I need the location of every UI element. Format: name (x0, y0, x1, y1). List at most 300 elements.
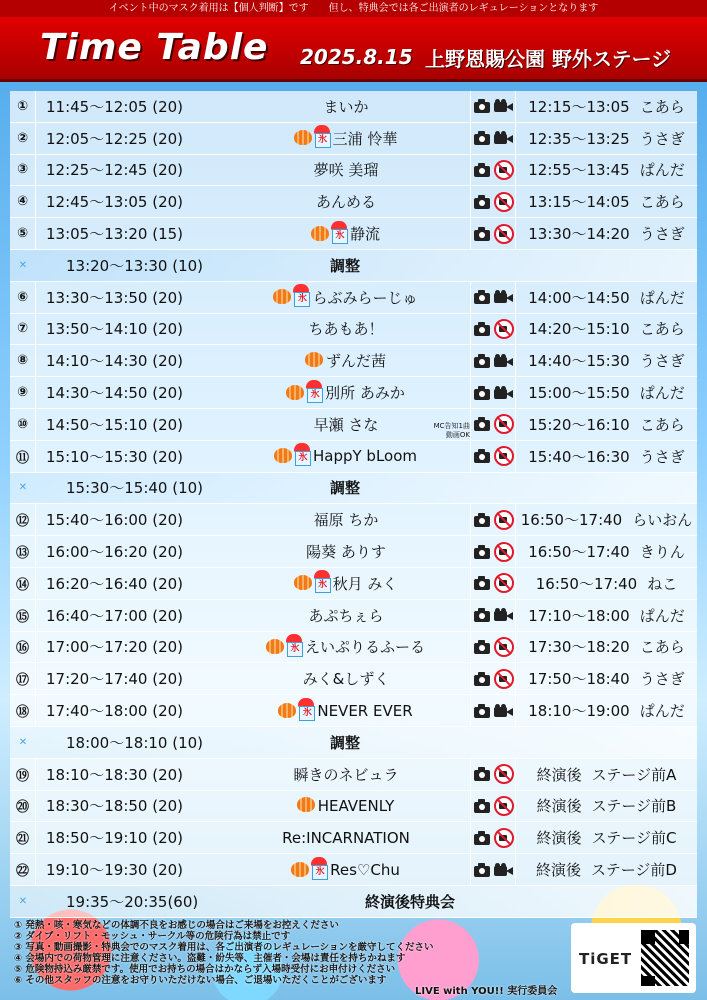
table-row (10, 377, 697, 409)
table-row (10, 791, 697, 823)
row-note (414, 600, 470, 631)
performance-time: 11:45～12:05 (20) (46, 97, 184, 116)
meet-location: うさぎ (639, 225, 685, 244)
camera-icon (473, 227, 491, 241)
performer-name: Re:INCARNATION (282, 828, 410, 847)
footer-note: ① 発熱・咳・寒気などの体調不良をお感じの場合はご来場をお控えください (14, 920, 339, 931)
performer-name: ずんだ茜 (325, 352, 386, 371)
meet-greet (516, 600, 697, 631)
meet-location: うさぎ (639, 670, 685, 689)
camera-permissions (470, 409, 516, 440)
camera-permissions (470, 123, 516, 154)
performer-badges (273, 443, 311, 469)
row-number: ③ (10, 155, 36, 186)
kakigori-icon (313, 570, 331, 592)
row-note (414, 854, 470, 885)
performer-name: 三浦 怜華 (332, 129, 398, 148)
meet-greet (516, 282, 697, 313)
meet-location: ねこ (647, 574, 678, 593)
performer-name: 早瀬 さな (313, 415, 379, 434)
camera-permissions (470, 504, 516, 535)
camera-icon (473, 163, 491, 177)
break-time: 18:00～18:10 (10) (66, 733, 204, 752)
meet-time: 16:50～17:40 (535, 574, 638, 593)
performance-time: 18:30～18:50 (20) (46, 797, 184, 816)
row-note (414, 314, 470, 345)
camera-icon (473, 545, 491, 559)
meet-time: 15:00～15:50 (528, 384, 630, 403)
performer-name: あんめる (315, 193, 376, 212)
meet-greet (516, 186, 697, 217)
shell-ice-icon (277, 700, 297, 720)
performance-time: 18:10～18:30 (20) (46, 765, 184, 784)
meet-time: 終演後 (536, 829, 582, 848)
kakigori-icon (297, 698, 315, 720)
shell-ice-icon (285, 382, 305, 402)
performer-badges (296, 794, 316, 818)
camera-icon (473, 354, 491, 368)
meet-location: こあら (639, 193, 685, 212)
shell-ice-icon (273, 445, 293, 465)
camera-icon (473, 386, 491, 400)
video-camera-icon (494, 290, 514, 304)
performance-time: 18:50～19:10 (20) (46, 829, 184, 848)
organizer-credit: LIVE with YOU!! 実行委員会 (415, 986, 558, 997)
break-label: 調整 (329, 256, 360, 275)
camera-icon (473, 704, 491, 718)
meet-greet (516, 568, 697, 599)
meet-greet (516, 345, 697, 376)
meet-time: 14:40～15:30 (528, 352, 630, 371)
kakigori-icon (285, 634, 303, 656)
row-note (414, 377, 470, 408)
meet-greet (516, 791, 697, 822)
adjustment-row (10, 727, 697, 759)
row-number: ⑲ (10, 759, 36, 790)
row-note (414, 791, 470, 822)
meet-time: 13:15～14:05 (528, 193, 630, 212)
performance-time: 13:50～14:10 (20) (46, 320, 184, 339)
meet-location: ぱんだ (639, 288, 685, 307)
table-row (10, 409, 697, 441)
break-time: 13:20～13:30 (10) (66, 256, 204, 275)
camera-icon (473, 799, 491, 813)
row-note (414, 345, 470, 376)
performer-name: HappY bLoom (312, 447, 418, 466)
performer-badges (304, 349, 324, 373)
camera-icon (473, 608, 491, 622)
video-camera-icon (494, 863, 514, 877)
camera-icon (473, 576, 491, 590)
table-row (10, 345, 697, 377)
performer-name: ちあもあ！ (308, 320, 384, 339)
meet-location: ぱんだ (639, 161, 685, 180)
meet-greet (516, 409, 697, 440)
performance-time: 14:50～15:10 (20) (46, 415, 184, 434)
row-number: ⑧ (10, 345, 36, 376)
video-camera-icon (494, 354, 514, 368)
table-row (10, 822, 697, 854)
header-banner (0, 17, 707, 82)
shell-ice-icon (272, 286, 292, 306)
row-number: ⑮ (10, 600, 36, 631)
meet-location: ぱんだ (639, 384, 685, 403)
event-date: 2025.8.15 (300, 45, 413, 69)
meet-time: 18:10～19:00 (528, 702, 630, 721)
row-number: ㉑ (10, 822, 36, 853)
meet-greet (516, 218, 697, 249)
footer-note: ③ 写真・動画撮影・特典会でのマスク着用は、各ご出演者のレギュレーションを厳守してください (14, 942, 434, 953)
performer-name: HEAVENLY (317, 796, 395, 815)
shell-ice-icon (304, 349, 324, 369)
performance-time: 15:40～16:00 (20) (46, 511, 184, 530)
no-video-icon (494, 796, 514, 816)
performer-name: 別所 あみか (325, 384, 405, 403)
shell-ice-icon (290, 859, 310, 879)
meet-greet (516, 663, 697, 694)
row-number: ⑫ (10, 504, 36, 535)
performer-badges (310, 221, 348, 247)
table-row (10, 759, 697, 791)
table-row (10, 504, 697, 536)
meet-location: ステージ前B (591, 797, 677, 816)
camera-icon (473, 195, 491, 209)
break-time: 19:35～20:35(60) (66, 892, 199, 911)
camera-permissions (470, 600, 516, 631)
page-title: Time Table (40, 27, 269, 68)
table-row (10, 600, 697, 632)
footer-note: ④ 会場内での荷物管理に注意ください。盗難・紛失等、主催者・会場は責任を持ちかねます (14, 953, 406, 964)
row-note (414, 695, 470, 726)
performer-badges (272, 284, 310, 310)
performer-name: Res♡Chu (330, 860, 400, 879)
camera-icon (473, 767, 491, 781)
meet-time: 14:00～14:50 (528, 288, 630, 307)
kakigori-icon (310, 857, 328, 879)
camera-permissions (470, 663, 516, 694)
break-marker: ✕ (18, 895, 28, 907)
meet-location: うさぎ (639, 129, 685, 148)
row-note (414, 822, 470, 853)
note-line: MC告知1曲 (433, 421, 470, 430)
performance-time: 14:30～14:50 (20) (46, 384, 184, 403)
footer-note: ② ダイブ・リフト・モッシュ・サークル等の危険行為は禁止です (14, 931, 291, 942)
meet-location: うさぎ (639, 447, 685, 466)
performer-name: 静流 (349, 225, 380, 244)
row-number: ⑥ (10, 282, 36, 313)
meet-time: 15:40～16:30 (528, 447, 630, 466)
event-venue: 上野恩賜公園 野外ステージ (425, 47, 672, 71)
row-number: ⑦ (10, 314, 36, 345)
row-number: ⑩ (10, 409, 36, 440)
table-row (10, 568, 697, 600)
row-note (414, 441, 470, 472)
meet-time: 13:30～14:20 (528, 225, 630, 244)
meet-time: 12:15～13:05 (528, 97, 630, 116)
performance-time: 13:05～13:20 (15) (46, 225, 184, 244)
performer-name: らぶみらーじゅ (312, 288, 418, 307)
no-video-icon (494, 224, 514, 244)
table-row (10, 854, 697, 886)
table-row (10, 282, 697, 314)
break-time: 15:30～15:40 (10) (66, 479, 204, 498)
meet-time: 17:50～18:40 (528, 670, 630, 689)
camera-permissions (470, 377, 516, 408)
performance-time: 14:10～14:30 (20) (46, 352, 184, 371)
performance-time: 12:25～12:45 (20) (46, 161, 184, 180)
performance-time: 19:10～19:30 (20) (46, 861, 184, 880)
meet-time: 12:35～13:25 (528, 129, 630, 148)
meet-greet (516, 377, 697, 408)
performer-name: あぷちぇら (308, 606, 384, 625)
meet-time: 15:20～16:10 (528, 415, 630, 434)
camera-permissions (470, 345, 516, 376)
no-video-icon (494, 669, 514, 689)
meet-location: らいおん (632, 511, 693, 530)
row-note (414, 663, 470, 694)
table-row (10, 695, 697, 727)
camera-icon (473, 131, 491, 145)
footer-notes (14, 920, 574, 986)
camera-permissions (470, 536, 516, 567)
performer-name: NEVER EVER (317, 701, 413, 720)
meet-greet (516, 695, 697, 726)
meet-time: 16:50～17:40 (528, 543, 630, 562)
row-note (414, 218, 470, 249)
row-number: ② (10, 123, 36, 154)
no-video-icon (494, 192, 514, 212)
no-video-icon (494, 414, 514, 434)
no-video-icon (494, 764, 514, 784)
performance-time: 16:20～16:40 (20) (46, 574, 184, 593)
camera-icon (473, 99, 491, 113)
performer-badges (265, 634, 303, 660)
final-event-row (10, 886, 697, 918)
camera-permissions (470, 186, 516, 217)
row-note (414, 155, 470, 186)
meet-greet (516, 536, 697, 567)
camera-icon (473, 322, 491, 336)
performer-name: 瞬きのネビュラ (293, 765, 399, 784)
meet-greet (516, 632, 697, 663)
meet-location: ぱんだ (639, 702, 685, 721)
meet-location: きりん (639, 543, 685, 562)
row-note (414, 536, 470, 567)
break-marker: ✕ (18, 736, 28, 748)
performer-name: まいか (323, 97, 369, 116)
performer-name: えいぷりるふーる (304, 638, 425, 657)
camera-permissions (470, 441, 516, 472)
video-camera-icon (494, 99, 514, 113)
break-label: 調整 (329, 733, 360, 752)
meet-greet (516, 123, 697, 154)
tiget-logo: TiGET (579, 950, 633, 968)
performance-time: 17:40～18:00 (20) (46, 702, 184, 721)
break-label: 調整 (329, 479, 360, 498)
adjustment-row (10, 250, 697, 282)
camera-permissions (470, 854, 516, 885)
meet-greet (516, 155, 697, 186)
row-number: ⑬ (10, 536, 36, 567)
table-row (10, 441, 697, 473)
camera-permissions (470, 218, 516, 249)
table-row (10, 123, 697, 155)
table-row (10, 663, 697, 695)
meet-time: 終演後 (536, 861, 582, 880)
performer-name: 夢咲 美瑠 (313, 161, 379, 180)
performance-time: 17:20～17:40 (20) (46, 670, 184, 689)
meet-time: 終演後 (536, 797, 582, 816)
tiget-qr-box[interactable] (571, 923, 696, 993)
camera-icon (473, 417, 491, 431)
performer-name: 陽葵 ありす (306, 543, 386, 562)
row-number: ⑪ (10, 441, 36, 472)
row-note (414, 568, 470, 599)
no-video-icon (494, 573, 514, 593)
no-video-icon (494, 319, 514, 339)
meet-location: ステージ前A (591, 765, 677, 784)
row-number: ㉒ (10, 854, 36, 885)
shell-ice-icon (293, 127, 313, 147)
camera-icon (473, 672, 491, 686)
kakigori-icon (305, 380, 323, 402)
video-camera-icon (494, 608, 514, 622)
row-note (414, 759, 470, 790)
performer-badges (277, 698, 315, 724)
row-number: ⑱ (10, 695, 36, 726)
table-row (10, 91, 697, 123)
row-note (414, 409, 470, 440)
row-number: ⑤ (10, 218, 36, 249)
meet-location: こあら (639, 320, 685, 339)
footer-note: ⑥ その他スタッフの注意をお守りいただけない場合、ご退場いただくことがございます (14, 975, 387, 986)
meet-greet (516, 854, 697, 885)
meet-location: こあら (639, 415, 685, 434)
row-number: ⑳ (10, 791, 36, 822)
performer-badges (290, 857, 328, 883)
no-video-icon (494, 637, 514, 657)
meet-location: ステージ前C (591, 829, 677, 848)
performer-badges (285, 380, 323, 406)
performer-badges (293, 570, 331, 596)
qr-code[interactable] (639, 928, 691, 988)
performance-time: 16:00～16:20 (20) (46, 543, 184, 562)
camera-icon (473, 449, 491, 463)
shell-ice-icon (296, 794, 316, 814)
meet-location: こあら (639, 97, 685, 116)
meet-location: こあら (639, 638, 685, 657)
meet-time: 16:50～17:40 (520, 511, 623, 530)
camera-icon (473, 290, 491, 304)
kakigori-icon (292, 284, 310, 306)
break-label: 終演後特典会 (364, 892, 455, 911)
performance-time: 13:30～13:50 (20) (46, 288, 184, 307)
performance-time: 15:10～15:30 (20) (46, 447, 184, 466)
video-camera-icon (494, 131, 514, 145)
performance-time: 16:40～17:00 (20) (46, 606, 184, 625)
no-video-icon (494, 510, 514, 530)
meet-greet (516, 504, 697, 535)
performance-time: 17:00～17:20 (20) (46, 638, 184, 657)
performance-time: 12:45～13:05 (20) (46, 193, 184, 212)
no-video-icon (494, 446, 514, 466)
performer-name: みく&しずく (302, 670, 390, 689)
break-marker: ✕ (18, 482, 28, 494)
row-note (414, 282, 470, 313)
table-row (10, 155, 697, 187)
meet-location: ステージ前D (591, 861, 677, 880)
camera-permissions (470, 568, 516, 599)
row-note (414, 186, 470, 217)
camera-permissions (470, 632, 516, 663)
shell-ice-icon (310, 223, 330, 243)
no-video-icon (494, 160, 514, 180)
table-row (10, 632, 697, 664)
no-video-icon (494, 542, 514, 562)
camera-permissions (470, 695, 516, 726)
performer-name: 福原 ちか (313, 511, 379, 530)
camera-permissions (470, 282, 516, 313)
meet-time: 17:30～18:20 (528, 638, 630, 657)
camera-icon (473, 513, 491, 527)
row-number: ⑰ (10, 663, 36, 694)
row-note (414, 91, 470, 122)
row-note (414, 632, 470, 663)
performance-time: 12:05～12:25 (20) (46, 129, 184, 148)
meet-greet (516, 441, 697, 472)
performer-badges (293, 125, 331, 151)
footer-note: ⑤ 危険物持込み厳禁です。使用でお持ちの場合はかならず入場時受付にお申付けください (14, 964, 396, 975)
camera-icon (473, 640, 491, 654)
meet-time: 17:10～18:00 (528, 606, 630, 625)
kakigori-icon (293, 443, 311, 465)
shell-ice-icon (265, 636, 285, 656)
camera-permissions (470, 791, 516, 822)
table-row (10, 186, 697, 218)
break-marker: ✕ (18, 259, 28, 271)
kakigori-icon (330, 221, 348, 243)
video-camera-icon (494, 386, 514, 400)
camera-permissions (470, 759, 516, 790)
mask-notice: イベント中のマスク着用は【個人判断】です 但し、特典会では各ご出演者のレギュレーションとなります (0, 0, 707, 17)
camera-permissions (470, 91, 516, 122)
row-number: ④ (10, 186, 36, 217)
row-number: ① (10, 91, 36, 122)
adjustment-row (10, 473, 697, 505)
meet-time: 14:20～15:10 (528, 320, 630, 339)
camera-permissions (470, 822, 516, 853)
table-row (10, 536, 697, 568)
camera-permissions (470, 314, 516, 345)
video-camera-icon (494, 704, 514, 718)
table-row (10, 218, 697, 250)
camera-icon (473, 831, 491, 845)
meet-location: うさぎ (639, 352, 685, 371)
note-line: 動画OK (445, 430, 470, 439)
meet-location: ぱんだ (639, 606, 685, 625)
shell-ice-icon (293, 572, 313, 592)
meet-time: 12:55～13:45 (528, 161, 630, 180)
meet-time: 終演後 (536, 765, 582, 784)
timetable (10, 91, 697, 918)
no-video-icon (494, 828, 514, 848)
row-note (414, 123, 470, 154)
performer-name: 秋月 みく (332, 574, 398, 593)
meet-greet (516, 314, 697, 345)
row-number: ⑭ (10, 568, 36, 599)
camera-icon (473, 863, 491, 877)
table-row (10, 314, 697, 346)
